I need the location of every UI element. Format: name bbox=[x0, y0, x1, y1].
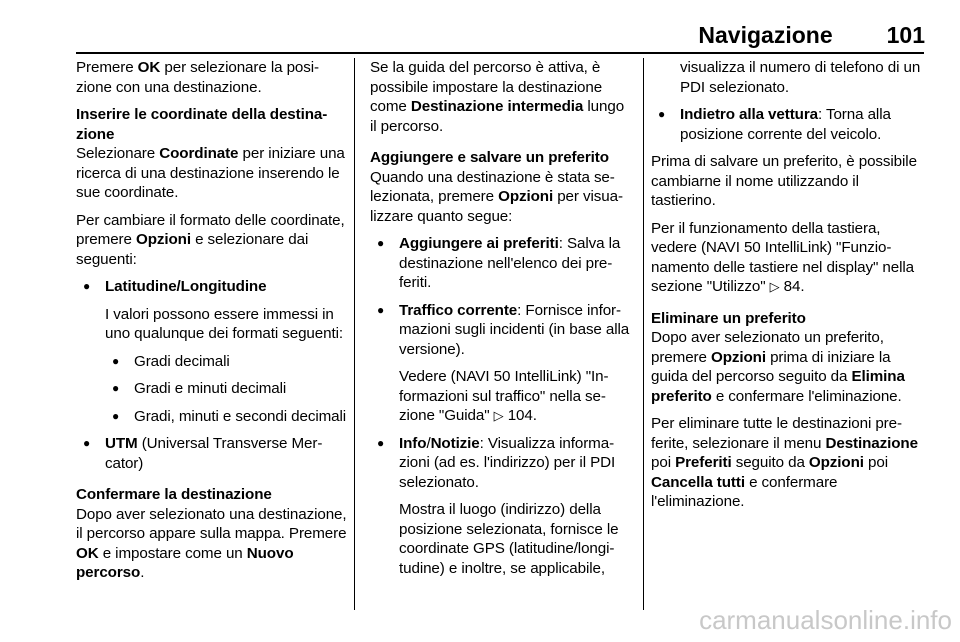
sub-bullet-item: ● Gradi decimali bbox=[76, 352, 348, 372]
bullet-item: ● UTM (Universal Transverse Mercator) bbox=[76, 434, 348, 473]
page-reference-arrow-icon: ▷ bbox=[769, 279, 780, 294]
bullet-item: ● Info/Notizie: Visualizza informazioni (ad es. l'indirizzo) per il PDI selezionato. bbox=[370, 434, 632, 493]
section-title: Navigazione bbox=[698, 22, 833, 48]
section-heading: Aggiungere e salvare un preferito bbox=[370, 149, 609, 166]
sub-bullet-item: ● Gradi, minuti e secondi decimali bbox=[76, 407, 348, 427]
column-3 bbox=[651, 58, 926, 520]
bullet-text: Vedere (NAVI 50 IntelliLink) "Informazioni sul traffico" nella sezione "Guida" ▷ 104. bbox=[399, 368, 609, 424]
paragraph: Premere OK per selezionare la posizione con una destinazione. bbox=[76, 59, 320, 96]
bullet-item: ● Latitudine/Longitudine bbox=[76, 277, 348, 297]
paragraph: Se la guida del percorso è attiva, è possibile impostare la destinazione come Destinazione intermedia lungo il percorso. bbox=[370, 59, 625, 135]
paragraph: Per cambiare il formato delle coordinate, premere Opzioni e selezionare dai seguenti: bbox=[76, 211, 345, 268]
section-heading: Inserire le coordinate della destinazione bbox=[76, 106, 328, 143]
paragraph: Dopo aver selezionato un preferito, premere Opzioni prima di iniziare la guida del percorso seguito da Elimina preferito e confermare l'eliminazione. bbox=[651, 329, 905, 405]
page-number: 101 bbox=[886, 22, 925, 48]
bullet-item: ● Aggiungere ai preferiti: Salva la destinazione nell'elenco dei preferiti. bbox=[370, 234, 632, 293]
bullet-text: I valori possono essere immessi in uno qualunque dei formati seguenti: bbox=[105, 305, 343, 342]
section-heading: Confermare la destinazione bbox=[76, 486, 272, 503]
column-divider-1 bbox=[354, 58, 355, 610]
header-rule bbox=[76, 52, 924, 54]
bullet-text: visualizza il numero di telefono di un PDI selezionato. bbox=[680, 59, 921, 96]
watermark: carmanualsonline.info bbox=[699, 605, 952, 635]
column-1 bbox=[76, 58, 348, 591]
paragraph: Per eliminare tutte le destinazioni preferite, selezionare il menu Destinazione poi Preferiti seguito da Opzioni poi Cancella tutti e confermare l'eliminazione. bbox=[651, 415, 918, 510]
sub-bullet-item: ● Gradi e minuti decimali bbox=[76, 379, 348, 399]
section-heading: Eliminare un preferito bbox=[651, 309, 806, 327]
page-reference-arrow-icon: ▷ bbox=[493, 408, 504, 423]
paragraph: Prima di salvare un preferito, è possibile cambiarne il nome utilizzando il tastierino. bbox=[651, 153, 917, 209]
bullet-item: ● Traffico corrente: Fornisce informazioni sugli incidenti (in base alla versione). bbox=[370, 301, 632, 360]
paragraph: Dopo aver selezionato una destinazione, il percorso appare sulla mappa. Premere OK e impostare come un Nuovo percorso. bbox=[76, 505, 347, 581]
paragraph: Selezionare Coordinate per iniziare una ricerca di una destinazione inserendo le sue coordinate. bbox=[76, 145, 345, 201]
column-divider-2 bbox=[643, 58, 644, 610]
column-2 bbox=[370, 58, 632, 586]
paragraph: Quando una destinazione è stata selezionata, premere Opzioni per visualizzare quanto segue: bbox=[370, 168, 624, 225]
paragraph: Per il funzionamento della tastiera, vedere (NAVI 50 IntelliLink) "Funzionamento delle tastiere nel display" nella sezione "Utilizzo" ▷ 84. bbox=[651, 219, 915, 295]
bullet-text: Mostra il luogo (indirizzo) della posizione selezionata, fornisce le coordinate GPS (latitudine/longitudine) e inoltre, se applicabile, bbox=[399, 501, 619, 577]
bullet-item: ● Indietro alla vettura: Torna alla posizione corrente del veicolo. bbox=[651, 105, 926, 144]
